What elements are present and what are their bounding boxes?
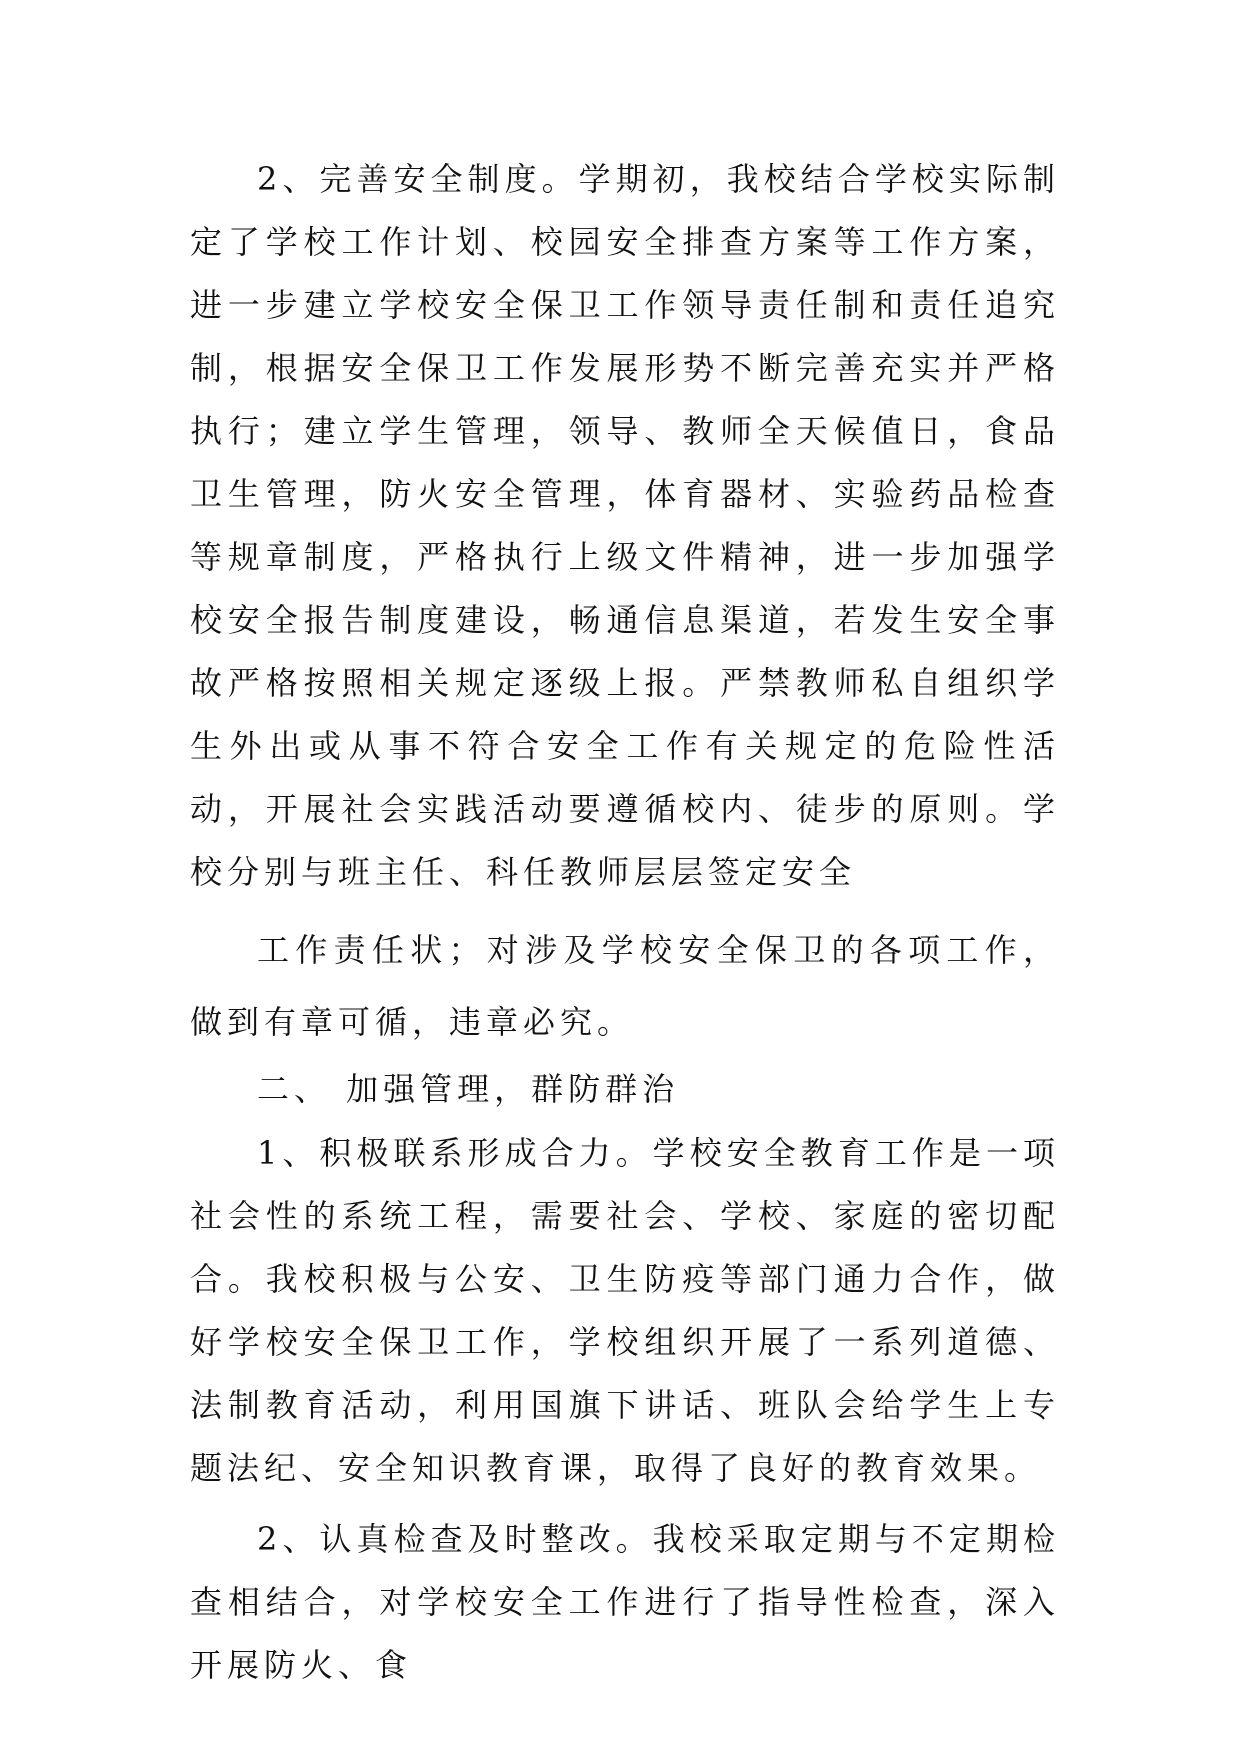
paragraph-inspection: 2、认真检查及时整改。我校采取定期与不定期检查相结合，对学校安全工作进行了指导性检查，深入开展防火、食 [190, 1520, 1060, 1684]
paragraph-safety-system: 2、完善安全制度。学期初，我校结合学校实际制定了学校工作计划、校园安全排查方案等工作方案，进一步建立学校安全保卫工作领导责任制和责任追究制，根据安全保卫工作发展形势不断完善充实并严格执行；建立学生管理，领导、教师全天候值日，食品卫生管理，防火安全管理，体育器材、实验药品检查等规章制度，严格执行上级文件精神，进一步加强学校安全报告制度建设，畅通信息渠道，若发生安全事故严格按照相关规定逐级上报。严禁教师私自组织学生外出或从事不符合安全工作有关规定的危险性活动，开展社会实践活动要遵循校内、徒步的原则。学校分别与班主任、科任教师层层签定安全 [190, 160, 1060, 891]
paragraph-responsibility-continuation: 工作责任状；对涉及学校安全保卫的各项工作，做到有章可循，违章必究。 [190, 931, 1060, 1041]
section-heading-management: 二、 加强管理，群防群治 [257, 1070, 680, 1108]
paragraph-joint-effort: 1、积极联系形成合力。学校安全教育工作是一项社会性的系统工程，需要社会、学校、家庭的密切配合。我校积极与公安、卫生防疫等部门通力合作，做好学校安全保卫工作，学校组织开展了一系列道德、法制教育活动，利用国旗下讲话、班队会给学生上专题法纪、安全知识教育课，取得了良好的教育效果。 [190, 1134, 1060, 1487]
document-body [190, 148, 1060, 1697]
